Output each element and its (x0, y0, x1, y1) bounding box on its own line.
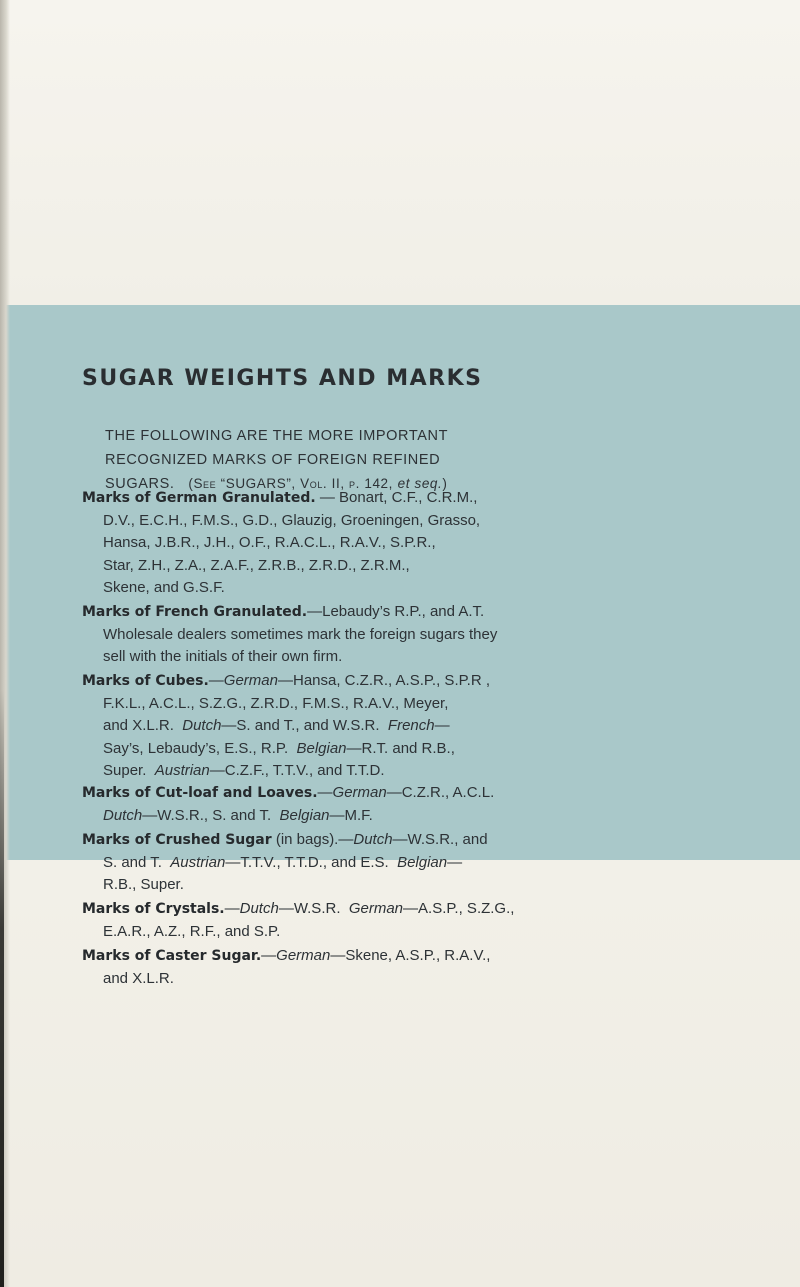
section-text: —R.T. and R.B., (346, 739, 455, 757)
country-label: Belgian (279, 806, 330, 824)
section-line (82, 760, 732, 783)
section-line (82, 487, 732, 510)
section-text: —W.S.R., S. and T. (142, 806, 272, 824)
section-text: —A.S.P., S.Z.G., (403, 900, 515, 917)
section-text: —Lebaudy’s R.P., and A.T. (307, 603, 485, 620)
section-line: R.B., Super. (103, 876, 184, 893)
section-text: —C.Z.F., T.T.V., and T.T.D. (209, 762, 385, 779)
intro-line-1: THE FOLLOWING ARE THE MORE IMPORTANT (105, 428, 449, 444)
section-line: F.K.L., A.C.L., S.Z.G., Z.R.D., F.M.S., R.A.V., Meyer, (103, 694, 449, 712)
country-label: Belgian (296, 739, 347, 757)
section-line (82, 945, 732, 968)
section-line (82, 601, 732, 624)
section-line: Wholesale dealers sometimes mark the foreign sugars they (103, 625, 498, 643)
section-text: —T.T.V., T.T.D., and E.S. (225, 853, 389, 871)
section-text: S. and T. (103, 853, 162, 871)
section-text: —W.S.R. (278, 900, 341, 917)
section-french-granulated (82, 601, 732, 669)
section-text: —W.S.R., and (392, 831, 488, 848)
section-line (82, 829, 732, 852)
section-text: —C.Z.R., A.C.L. (386, 784, 495, 801)
country-label: Dutch (239, 900, 279, 917)
country-label: French (387, 717, 435, 734)
section-line (82, 898, 732, 921)
country-label: German (332, 784, 387, 801)
section-cubes (82, 670, 732, 783)
section-line (82, 715, 732, 738)
section-heading: Marks of Crystals. (82, 901, 225, 917)
section-text: —Hansa, C.Z.R., A.S.P., S.P.R , (277, 672, 491, 689)
section-text: — (447, 853, 463, 871)
section-crystals (82, 898, 732, 943)
section-heading: Marks of French Granulated. (82, 604, 308, 620)
section-text: — Bonart, C.F., C.R.M., (315, 489, 478, 506)
section-line (82, 782, 732, 805)
section-line (82, 805, 732, 828)
section-heading: Marks of Cubes. (82, 673, 209, 689)
section-dash: — (317, 784, 333, 801)
country-label: Dutch (182, 717, 222, 734)
section-text: —Skene, A.S.P., R.A.V., (330, 947, 491, 964)
intro-sugars-word: SUGARS. (105, 476, 175, 492)
section-line (82, 738, 732, 761)
intro-reference: (See “SUGARS”, Vol. II, p. 142, (188, 476, 394, 491)
country-label: German (276, 947, 331, 964)
section-cut-loaf (82, 782, 732, 827)
section-crushed (82, 829, 732, 897)
section-heading: Marks of German Granulated. (82, 490, 316, 506)
section-line (82, 852, 732, 875)
country-label: Dutch (103, 806, 143, 824)
section-line: Star, Z.H., Z.A., Z.A.F., Z.R.B., Z.R.D., Z.R.M., (103, 556, 410, 574)
section-heading: Marks of Crushed Sugar (82, 832, 272, 848)
country-label: Austrian (154, 762, 210, 779)
section-line (82, 670, 732, 693)
country-label: Belgian (397, 853, 448, 871)
section-dash: — (261, 947, 277, 964)
section-heading: Marks of Caster Sugar. (82, 948, 262, 964)
section-text: Say’s, Lebaudy’s, E.S., R.P. (103, 739, 289, 757)
section-german-granulated (82, 487, 732, 600)
section-dash: — (224, 900, 240, 917)
section-text: — (434, 717, 450, 734)
binding-shadow (0, 690, 4, 1287)
section-heading: Marks of Cut-loaf and Loaves. (82, 785, 318, 801)
country-label: German (223, 672, 278, 689)
country-label: Dutch (353, 831, 393, 848)
section-text: —S. and T., and W.S.R. (221, 717, 380, 734)
section-line: D.V., E.C.H., F.M.S., G.D., Glauzig, Groeningen, Grasso, (103, 511, 481, 529)
page-top-paper (0, 0, 800, 305)
section-line: E.A.R., A.Z., R.F., and S.P. (103, 922, 281, 940)
section-dash: — (208, 672, 224, 689)
section-caster (82, 945, 732, 990)
section-line: sell with the initials of their own firm. (103, 648, 343, 665)
section-text: —M.F. (329, 806, 373, 824)
intro-paragraph (105, 424, 745, 496)
section-line: Skene, and G.S.F. (103, 579, 225, 596)
section-line: Hansa, J.B.R., J.H., O.F., R.A.C.L., R.A.V., S.P.R., (103, 534, 436, 551)
country-label: German (348, 900, 404, 917)
section-text: and X.L.R. (103, 717, 174, 734)
section-text: (in bags).— (271, 831, 354, 848)
country-label: Austrian (170, 853, 226, 871)
intro-close-paren: ) (442, 476, 448, 491)
section-line: and X.L.R. (103, 969, 174, 987)
section-text: Super. (103, 762, 147, 779)
intro-et-seq: et seq. (397, 476, 443, 491)
page-title: SUGAR WEIGHTS AND MARKS (82, 366, 483, 391)
intro-line-2: RECOGNIZED MARKS OF FOREIGN REFINED (105, 452, 441, 468)
